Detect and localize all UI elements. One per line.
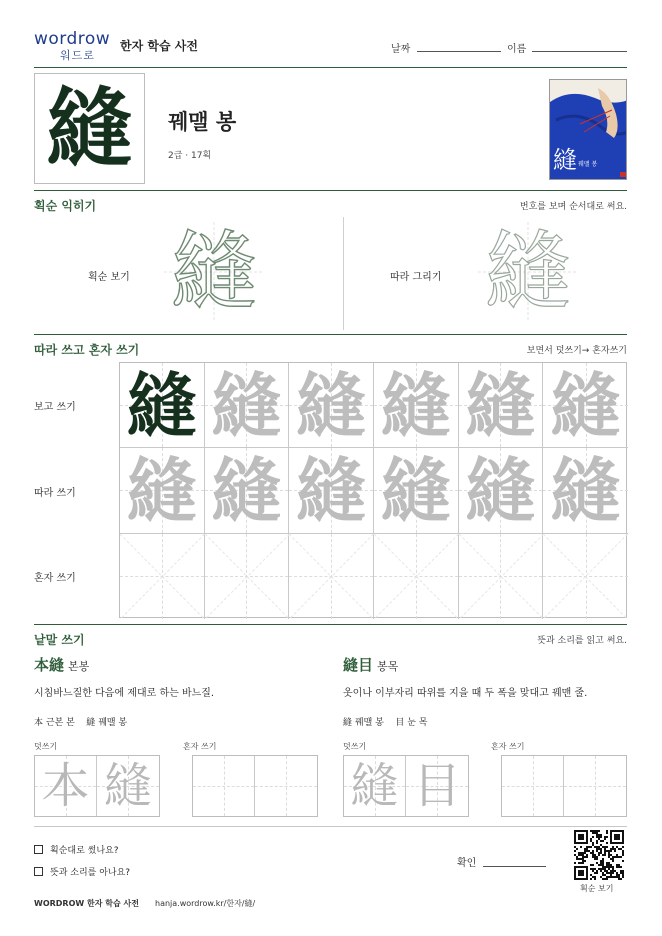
words-section-title: 낱말 쓰기 <box>34 633 85 647</box>
stroke-order-diagram <box>164 222 264 322</box>
word-parts <box>343 715 427 728</box>
qr-caption: 획순 보기 <box>580 884 614 893</box>
trace-character: 縫 <box>380 449 451 533</box>
practice-cell[interactable] <box>374 448 459 533</box>
hero-character: 縫 <box>46 77 133 179</box>
word-heading-2 <box>343 654 398 675</box>
name-label: 이름 <box>507 44 527 55</box>
stroke-trace-label: 따라 그리기 <box>390 272 442 283</box>
word-reading: 봉목 <box>377 660 399 673</box>
word-trace-grid[interactable] <box>343 755 469 817</box>
part-gloss: 꿰맬 봉 <box>354 718 384 728</box>
word-heading-1 <box>34 654 89 675</box>
mini-cell[interactable] <box>344 756 406 816</box>
word-solo-grid[interactable] <box>192 755 318 817</box>
wordrow-logo[interactable] <box>34 30 112 62</box>
date-blank[interactable] <box>417 51 501 52</box>
section-divider-stroke <box>34 190 627 191</box>
practice-grid <box>119 362 627 618</box>
solo-label: 혼자 쓰기 <box>183 742 217 751</box>
confirm-label: 확인 <box>457 858 477 869</box>
practice-cell[interactable] <box>374 534 459 619</box>
practice-cell[interactable] <box>543 448 628 533</box>
trace-char: 本 <box>41 758 90 814</box>
practice-cell[interactable] <box>289 363 374 448</box>
practice-section-title: 따라 쓰고 혼자 쓰기 <box>34 343 140 357</box>
practice-cell[interactable] <box>459 534 544 619</box>
checklist-label: 뜻과 소리를 아나요? <box>50 868 131 878</box>
mini-cell[interactable] <box>35 756 97 816</box>
logo-text-ko: 워드로 <box>60 49 95 62</box>
checkbox[interactable] <box>34 867 43 876</box>
diagonal-guides <box>205 534 290 619</box>
trace-char: 縫 <box>103 758 152 814</box>
practice-cell[interactable] <box>459 363 544 448</box>
trace-character: 縫 <box>211 364 282 447</box>
section-divider-practice <box>34 334 627 335</box>
mini-cell[interactable] <box>193 756 255 816</box>
word-trace-grid[interactable] <box>34 755 160 817</box>
qr-code[interactable] <box>574 830 624 880</box>
diagonal-guides <box>120 534 205 619</box>
part-gloss: 눈 목 <box>407 718 428 728</box>
cover-reading: 꿰맬 봉 <box>578 161 598 168</box>
diagonal-guides <box>289 534 374 619</box>
mini-cell[interactable] <box>502 756 564 816</box>
part-gloss: 근본 본 <box>45 718 75 728</box>
part-hanja: 目 <box>395 718 405 728</box>
practice-cell[interactable] <box>289 534 374 619</box>
meaning-reading: 꿰맬 봉 <box>168 110 237 134</box>
checklist-label: 획순대로 썼나요? <box>50 846 119 856</box>
trace-label: 덧쓰기 <box>34 742 58 751</box>
mini-cell[interactable] <box>255 756 317 816</box>
diagonal-guides <box>459 534 544 619</box>
trace-character: 縫 <box>380 364 451 447</box>
header-divider <box>34 67 627 68</box>
name-blank[interactable] <box>532 51 627 52</box>
model-character: 縫 <box>126 364 197 447</box>
stroke-section-hint: 번호를 보며 순서대로 써요. <box>519 202 627 212</box>
word-definition: 옷이나 이부자리 따위를 지을 때 두 폭을 맞대고 꿰맨 줄. <box>343 688 588 699</box>
diagonal-guides <box>374 534 459 619</box>
practice-cell <box>120 363 205 448</box>
practice-cell[interactable] <box>374 363 459 448</box>
practice-cell[interactable] <box>205 363 290 448</box>
part-hanja: 縫 <box>343 718 353 728</box>
footer-url[interactable]: hanja.wordrow.kr/한자/縫/ <box>155 899 256 908</box>
solo-label: 혼자 쓰기 <box>491 742 525 751</box>
trace-character: 縫 <box>296 449 367 533</box>
checklist-divider <box>34 826 627 827</box>
trace-label: 덧쓰기 <box>343 742 367 751</box>
word-definition: 시침바느질한 다음에 제대로 하는 바느질. <box>34 688 215 699</box>
stroke-column-divider <box>343 217 344 330</box>
checkbox[interactable] <box>34 845 43 854</box>
row-label-view: 보고 쓰기 <box>34 402 76 413</box>
qr-code-image <box>574 830 624 880</box>
part-hanja: 本 <box>34 718 44 728</box>
word-reading: 본봉 <box>68 660 90 673</box>
checklist-item[interactable] <box>34 865 130 878</box>
trace-character: 縫 <box>550 449 621 533</box>
practice-cell[interactable] <box>459 448 544 533</box>
practice-cell[interactable] <box>120 534 205 619</box>
row-label-trace: 따라 쓰기 <box>34 488 76 499</box>
checklist-item[interactable] <box>34 843 119 856</box>
cover-character: 縫 <box>553 146 577 174</box>
practice-section-hint: 보면서 덧쓰기→ 혼자쓰기 <box>526 346 627 356</box>
word-hanja: 本縫 <box>34 656 65 674</box>
hero-character-box <box>34 73 145 184</box>
trace-char: 縫 <box>350 758 399 814</box>
confirm-blank[interactable] <box>483 866 546 867</box>
practice-cell[interactable] <box>120 448 205 533</box>
words-section-hint: 뜻과 소리를 읽고 써요. <box>537 636 627 646</box>
word-solo-grid[interactable] <box>501 755 627 817</box>
practice-cell[interactable] <box>205 448 290 533</box>
practice-cell[interactable] <box>289 448 374 533</box>
part-hanja: 縫 <box>86 718 96 728</box>
app-title: 한자 학습 사전 <box>120 39 198 53</box>
grade-strokes: 2급 · 17획 <box>168 151 212 161</box>
diagonal-guides <box>543 534 628 619</box>
trace-char: 目 <box>412 758 461 814</box>
mini-cell[interactable] <box>97 756 159 816</box>
trace-character: 縫 <box>465 364 536 447</box>
stroke-trace-character: 縫 <box>485 222 571 322</box>
word-hanja: 縫目 <box>343 656 374 674</box>
mini-cell[interactable] <box>564 756 626 816</box>
trace-character: 縫 <box>550 364 621 447</box>
trace-character: 縫 <box>465 449 536 533</box>
cover-illustration <box>549 79 627 180</box>
mini-cell[interactable] <box>406 756 468 816</box>
trace-character: 縫 <box>211 449 282 533</box>
trace-character: 縫 <box>296 364 367 447</box>
footer-brand: WORDROW 한자 학습 사전 <box>34 899 139 908</box>
section-divider-words <box>34 624 627 625</box>
word-parts <box>34 715 127 728</box>
stroke-view-label: 획순 보기 <box>88 272 130 283</box>
row-label-solo: 혼자 쓰기 <box>34 573 76 584</box>
practice-cell[interactable] <box>205 534 290 619</box>
stroke-section-title: 획순 익히기 <box>34 199 97 213</box>
stroke-trace-box[interactable] <box>478 222 578 322</box>
stroke-view-character: 縫 <box>171 222 257 322</box>
trace-character: 縫 <box>126 449 197 533</box>
practice-cell[interactable] <box>543 363 628 448</box>
part-gloss: 꿰맬 봉 <box>98 718 128 728</box>
logo-text-en: wordrow <box>34 29 111 49</box>
practice-cell[interactable] <box>543 534 628 619</box>
date-label: 날짜 <box>391 44 411 55</box>
